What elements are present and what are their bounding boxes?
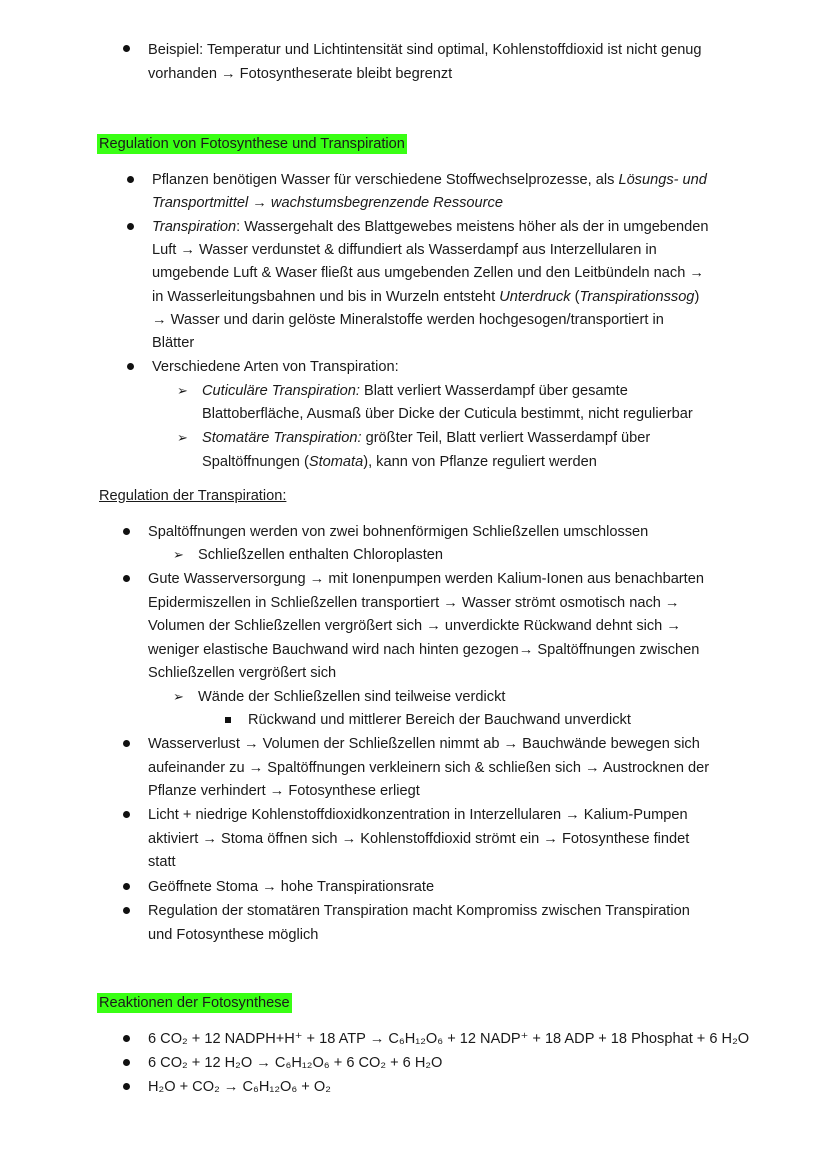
list-item-line: Volumen der Schließzellen vergrößert sich → unverdickte Rückwand dehnt sich → (148, 618, 681, 634)
section-heading (97, 134, 407, 154)
list-item-line: aufeinander zu → Spaltöffnungen verkleinern sich & schließen sich → Austrocknen der (148, 760, 710, 776)
section-heading (97, 993, 292, 1013)
equation-line: 6 CO₂ + 12 NADPH+H⁺ + 18 ATP → C₆H₁₂O₆ + 12 NADP⁺ + 18 ADP + 18 Phosphat + 6 H₂O (148, 1031, 750, 1047)
list-item-line: Verschiedene Arten von Transpiration: (152, 359, 399, 375)
subsub-item-line: Rückwand und mittlerer Bereich der Bauchwand unverdickt (248, 712, 631, 728)
sub-item-line: Stomatäre Transpiration: größter Teil, Blatt verliert Wasserdampf über (202, 430, 651, 446)
intro-line: vorhanden → Fotosyntheserate bleibt begrenzt (148, 66, 453, 82)
list-item-line: Gute Wasserversorgung → mit Ionenpumpen werden Kalium-Ionen aus benachbarten (148, 571, 704, 587)
list-item-line: Pflanzen benötigen Wasser für verschiedene Stoffwechselprozesse, als Lösungs- und (152, 172, 707, 188)
list-item-line: und Fotosynthese möglich (148, 927, 319, 943)
list-item-line: aktiviert → Stoma öffnen sich → Kohlenstoffdioxid strömt ein → Fotosynthese findet (148, 831, 690, 847)
bullet-dot-icon (123, 1083, 130, 1090)
bullet-dot-icon (123, 528, 130, 535)
sub-item-line: Spaltöffnungen (Stomata), kann von Pflanze reguliert werden (202, 454, 597, 470)
bullet-dot-icon (127, 363, 134, 370)
list-item-line: Blätter (152, 335, 195, 351)
list-item-line: Wasserverlust → Volumen der Schließzellen nimmt ab → Bauchwände bewegen sich (148, 736, 700, 752)
bullet-dot-icon (123, 1035, 130, 1042)
bullet-dot-icon (123, 811, 130, 818)
list-item-line: weniger elastische Bauchwand wird nach hinten gezogen→ Spaltöffnungen zwischen (148, 642, 700, 658)
equation-line: 6 CO₂ + 12 H₂O → C₆H₁₂O₆ + 6 CO₂ + 6 H₂O (148, 1055, 443, 1071)
bullet-dot-icon (123, 1059, 130, 1066)
arrowhead-bullet-icon: ➢ (173, 689, 184, 704)
sub-item-line: Wände der Schließzellen sind teilweise verdickt (198, 689, 506, 705)
bullet-dot-icon (123, 575, 130, 582)
sub-item-line: Blattoberfläche, Ausmaß über Dicke der Cuticula bestimmt, nicht regulierbar (202, 406, 693, 422)
arrowhead-bullet-icon: ➢ (177, 430, 188, 445)
arrowhead-bullet-icon: ➢ (173, 547, 184, 562)
intro-line: Beispiel: Temperatur und Lichtintensität sind optimal, Kohlenstoffdioxid ist nicht genug (148, 42, 702, 58)
list-item-line: Transportmittel → wachstumsbegrenzende Ressource (152, 195, 503, 211)
list-item-line: Spaltöffnungen werden von zwei bohnenförmigen Schließzellen umschlossen (148, 524, 649, 540)
list-item-line: Schließzellen vergrößert sich (148, 665, 337, 681)
list-item-line: Regulation der stomatären Transpiration macht Kompromiss zwischen Transpiration (148, 903, 690, 919)
list-item-line: Epidermiszellen in Schließzellen transportiert → Wasser strömt osmotisch nach → (148, 595, 680, 611)
list-item-line: umgebende Luft & Waser fließt aus umgebenden Zellen und den Leitbündeln nach → (152, 265, 704, 281)
arrowhead-bullet-icon: ➢ (177, 383, 188, 398)
section-heading: Regulation der Transpiration: (99, 488, 287, 504)
list-item-line: statt (148, 854, 176, 870)
list-item-line: Licht + niedrige Kohlenstoffdioxidkonzentration in Interzellularen → Kalium-Pumpen (148, 807, 688, 823)
list-item-line: Geöffnete Stoma → hohe Transpirationsrate (148, 879, 435, 895)
highlighted-heading: Regulation von Fotosynthese und Transpiration (99, 136, 405, 152)
list-item-line: in Wasserleitungsbahnen und bis in Wurzeln entsteht Unterdruck (Transpirationssog) (152, 289, 700, 305)
sub-item-line: Schließzellen enthalten Chloroplasten (198, 547, 444, 563)
list-item-line: Transpiration: Wassergehalt des Blattgewebes meistens höher als der in umgebenden (152, 219, 709, 235)
highlighted-heading: Reaktionen der Fotosynthese (99, 995, 290, 1011)
bullet-dot-icon (123, 45, 130, 52)
square-bullet-icon (225, 717, 231, 723)
bullet-dot-icon (123, 907, 130, 914)
bullet-dot-icon (123, 740, 130, 747)
bullet-dot-icon (123, 883, 130, 890)
list-item-line: Luft → Wasser verdunstet & diffundiert als Wasserdampf aus Interzellularen in (152, 242, 657, 258)
bullet-dot-icon (127, 176, 134, 183)
bullet-dot-icon (127, 223, 134, 230)
sub-item-line: Cuticuläre Transpiration: Blatt verliert Wasserdampf über gesamte (202, 383, 628, 399)
list-item-line: Pflanze verhindert → Fotosynthese erliegt (148, 783, 420, 799)
list-item-line: → Wasser und darin gelöste Mineralstoffe werden hochgesogen/transportiert in (152, 312, 664, 328)
equation-line: H₂O + CO₂ → C₆H₁₂O₆ + O₂ (148, 1079, 331, 1095)
